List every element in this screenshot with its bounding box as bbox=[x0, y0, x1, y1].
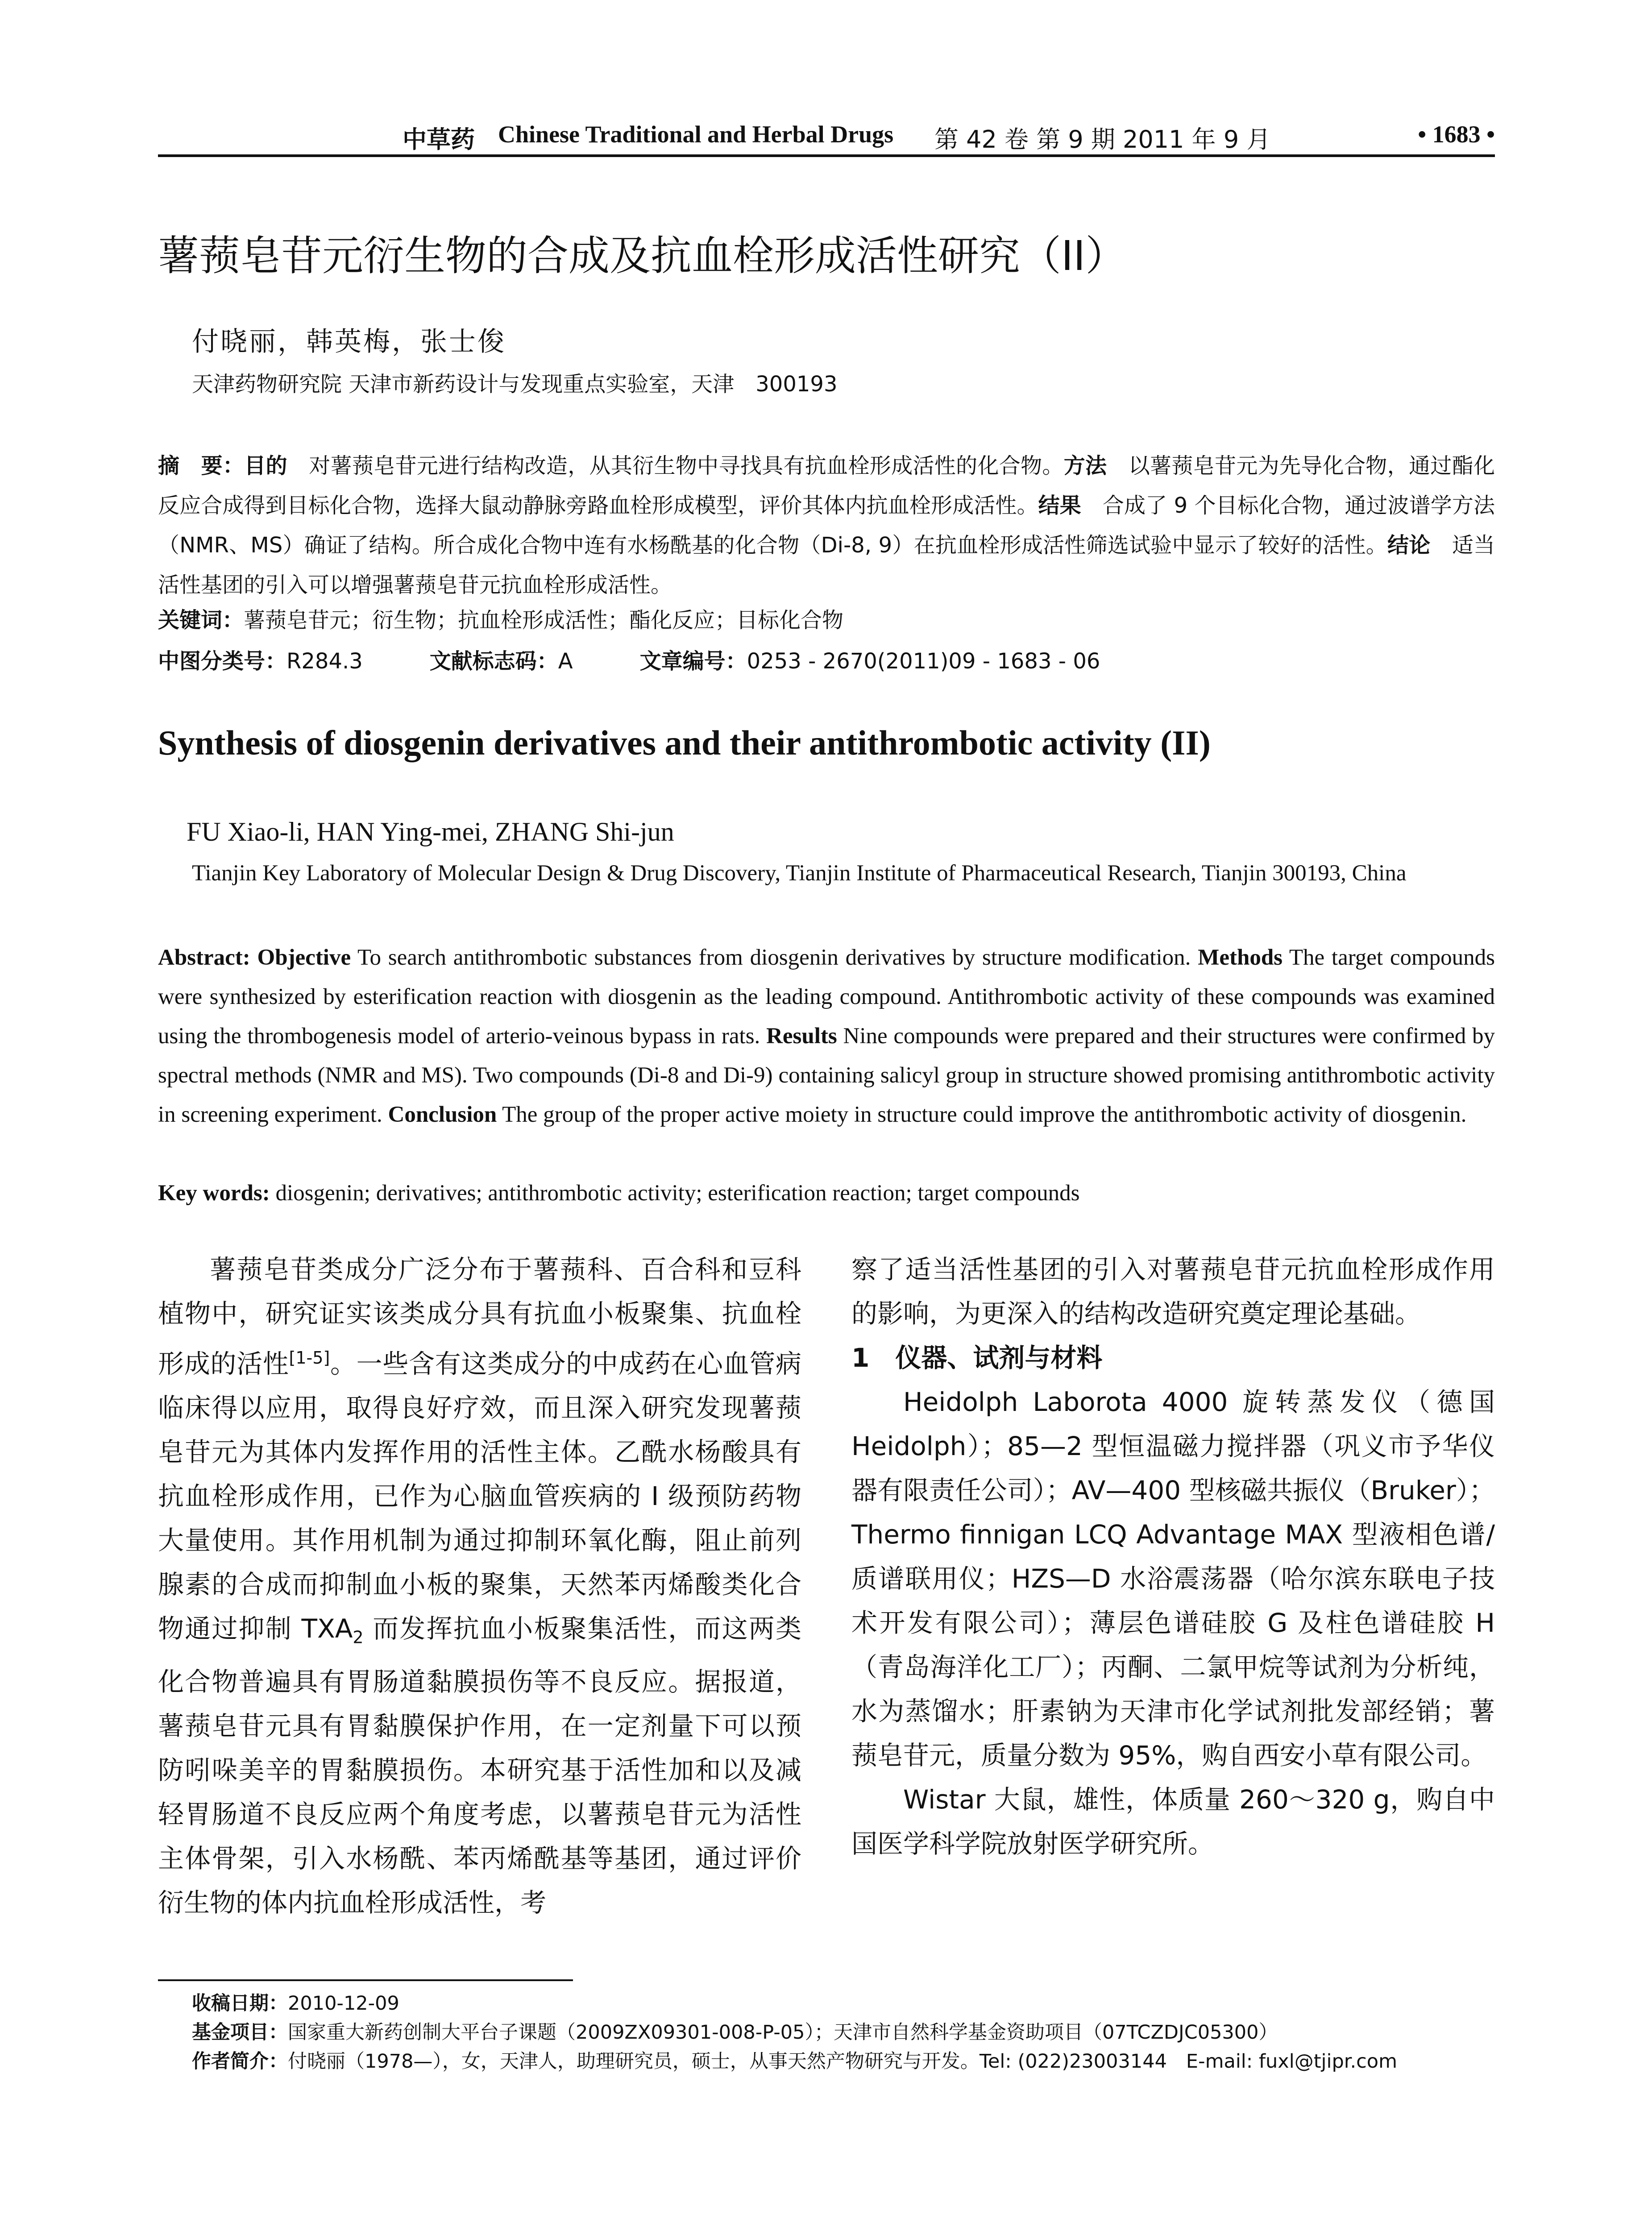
footnote-received bbox=[192, 1988, 399, 2015]
section-heading-1: 1 仪器、试剂与材料 bbox=[851, 1343, 1103, 1373]
footnote-rule bbox=[158, 1979, 573, 1981]
conclusion-en: The group of the proper active moiety in structure could improve the antithrombotic activity of diosgenin. bbox=[497, 1102, 1467, 1127]
intro-text-a: 薯蓣皂苷类成分广泛分布于薯蓣科、百合科和豆科植物中，研究证实该类成分具有抗血小板聚集、抗血栓形成的活性 bbox=[158, 1254, 801, 1379]
subscript: 2 bbox=[353, 1627, 364, 1647]
instruments-paragraph: Heidolph Laborota 4000 旋转蒸发仪（德国 Heidolph）；85—2 型恒温磁力搅拌器（巩义市予华仪器有限责任公司）；AV—400 型核磁共振仪（Bruker）；Thermo finnigan LCQ Advantage MAX 型液相色谱/质谱联用仪；HZS—D 水浴震荡器（哈尔滨东联电子技术开发有限公司）；薄层色谱硅胶 G 及柱色谱硅胶 H（青岛海洋化工厂）；丙酮、二氯甲烷等试剂为分析纯，水为蒸馏水；肝素钠为天津市化学试剂批发部经销；薯蓣皂苷元，质量分数为 95%，购自西安小草有限公司。 bbox=[851, 1387, 1495, 1771]
clc-value: R284.3 bbox=[286, 649, 363, 674]
doc-code-label: 文献标志码： bbox=[429, 649, 558, 674]
body-column-left bbox=[158, 1248, 801, 1925]
results-cn: 合成了 9 个目标化合物，通过波谱学方法（NMR、MS）确证了结构。所合成化合物中连有水杨酰基的化合物（Di-8, 9）在抗血栓形成活性筛选试验中显示了较好的活性。 bbox=[158, 493, 1495, 558]
keywords-label-cn: 关键词： bbox=[158, 608, 244, 633]
methods-label-en: Methods bbox=[1198, 945, 1283, 970]
affiliation-en: Tianjin Key Laboratory of Molecular Design & Drug Discovery, Tianjin Institute of Pharmaceutical Research, Tianjin 300193, China bbox=[192, 861, 1407, 886]
abstract-label-en: Abstract: bbox=[158, 945, 250, 970]
results-label-cn: 结果 bbox=[1038, 493, 1081, 518]
objective-label-cn: 目的 bbox=[244, 453, 287, 478]
keywords-en bbox=[158, 1174, 1495, 1213]
authors-cn: 付晓丽，韩英梅，张士俊 bbox=[192, 326, 506, 357]
classification-line bbox=[158, 642, 1495, 681]
authors-en: FU Xiao-li, HAN Ying-mei, ZHANG Shi-jun bbox=[187, 817, 674, 846]
methods-en: The target compounds were synthesized by esterification reaction with diosgenin as the leading compound. Antithrombotic activity of these compounds was examined using the thrombogenesis model of arterio-veinous bypass in rats. bbox=[158, 945, 1495, 1049]
results-en: Nine compounds were prepared and their structures were confirmed by spectral methods (NMR and MS). Two compounds (Di-8 and Di-9) containing salicyl group in structure showed promising antithrombotic activity in screening experiment. bbox=[158, 1024, 1495, 1127]
conclusion-label-en: Conclusion bbox=[388, 1102, 497, 1127]
intro-text-b: 。一些含有这类成分的中成药在心血管病临床得以应用，取得良好疗效，而且深入研究发现薯蓣皂苷元为其体内发挥作用的活性主体。乙酰水杨酸具有抗血栓形成作用，已作为心脑血管疾病的 I 级预防药物大量使用。其作用机制为通过抑制环氧化酶，阻止前列腺素的合成而抑制血小板的聚集，天然苯丙烯酸类化合物通过抑制 TXA bbox=[158, 1348, 801, 1644]
footnote-fund bbox=[192, 2017, 1278, 2044]
author-bio-text: 付晓丽（1978—），女，天津人，助理研究员，硕士，从事天然产物研究与开发。Tel: (022)23003144 E-mail: fuxl@tjipr.com bbox=[288, 2050, 1397, 2073]
objective-cn: 对薯蓣皂苷元进行结构改造，从其衍生物中寻找具有抗血栓形成活性的化合物。 bbox=[287, 453, 1064, 478]
journal-name-cn: 中草药 bbox=[403, 125, 475, 153]
doc-code-value: A bbox=[558, 649, 573, 674]
intro-text-c: 而发挥抗血小板聚集活性，而这两类化合物普遍具有胃肠道黏膜损伤等不良反应。据报道，薯蓣皂苷元具有胃黏膜保护作用，在一定剂量下可以预防吲哚美辛的胃黏膜损伤。本研究基于活性加和以及减轻胃肠道不良反应两个角度考虑，以薯蓣皂苷元为活性主体骨架，引入水杨酰、苯丙烯酰基等基团，通过评价衍生物的体内抗血栓形成活性，考 bbox=[158, 1613, 801, 1918]
journal-name-en: Chinese Traditional and Herbal Drugs bbox=[498, 121, 894, 148]
intro-continuation: 察了适当活性基团的引入对薯蓣皂苷元抗血栓形成作用的影响，为更深入的结构改造研究奠定理论基础。 bbox=[851, 1254, 1495, 1329]
affiliation-cn: 天津药物研究院 天津市新药设计与发现重点实验室，天津 300193 bbox=[192, 372, 838, 397]
results-label-en: Results bbox=[766, 1024, 837, 1049]
footnote-author bbox=[192, 2046, 1397, 2073]
conclusion-label-cn: 结论 bbox=[1387, 533, 1431, 558]
clc-label: 中图分类号： bbox=[158, 649, 287, 674]
abstract-cn bbox=[158, 446, 1495, 605]
article-number-label: 文章编号： bbox=[639, 649, 747, 674]
methods-label-cn: 方法 bbox=[1063, 453, 1107, 478]
fund-text: 国家重大新药创制大平台子课题（2009ZX09301-008-P-05）；天津市自然科学基金资助项目（07TCZDJC05300） bbox=[288, 2021, 1278, 2044]
citation-ref: [1-5] bbox=[289, 1348, 330, 1368]
animals-paragraph: Wistar 大鼠，雄性，体质量 260～320 g，购自中国医学科学院放射医学研究所。 bbox=[851, 1784, 1495, 1859]
conclusion-cn: 适当活性基团的引入可以增强薯蓣皂苷元抗血栓形成活性。 bbox=[158, 533, 1495, 597]
abstract-en bbox=[158, 938, 1495, 1134]
keywords-label-en: Key words: bbox=[158, 1181, 270, 1206]
title-en: Synthesis of diosgenin derivatives and their antithrombotic activity (II) bbox=[158, 723, 1211, 762]
header-rule bbox=[158, 154, 1495, 157]
objective-en: To search antithrombotic substances from diosgenin derivatives by structure modification. bbox=[351, 945, 1198, 970]
fund-label: 基金项目： bbox=[192, 2021, 288, 2044]
keywords-cn bbox=[158, 601, 1495, 640]
objective-label-en: Objective bbox=[257, 945, 351, 970]
keywords-text-cn: 薯蓣皂苷元；衍生物；抗血栓形成活性；酯化反应；目标化合物 bbox=[244, 608, 844, 633]
keywords-text-en: diosgenin; derivatives; antithrombotic activity; esterification reaction; target compounds bbox=[270, 1181, 1080, 1206]
page-number: • 1683 • bbox=[1418, 121, 1495, 148]
author-bio-label: 作者简介： bbox=[192, 2050, 288, 2073]
received-label: 收稿日期： bbox=[192, 1992, 288, 2015]
title-cn: 薯蓣皂苷元衍生物的合成及抗血栓形成活性研究（II） bbox=[158, 232, 1127, 280]
issue-info: 第 42 卷 第 9 期 2011 年 9 月 bbox=[934, 125, 1271, 153]
received-date: 2010-12-09 bbox=[288, 1992, 399, 2015]
body-column-right bbox=[851, 1248, 1495, 1866]
intro-paragraph bbox=[158, 1248, 801, 1925]
article-number-value: 0253 - 2670(2011)09 - 1683 - 06 bbox=[747, 649, 1100, 674]
methods-cn: 以薯蓣皂苷元为先导化合物，通过酯化反应合成得到目标化合物，选择大鼠动静脉旁路血栓形成模型，评价其体内抗血栓形成活性。 bbox=[158, 453, 1495, 518]
abstract-label-cn: 摘 要： bbox=[158, 453, 245, 478]
running-header bbox=[158, 120, 1495, 152]
